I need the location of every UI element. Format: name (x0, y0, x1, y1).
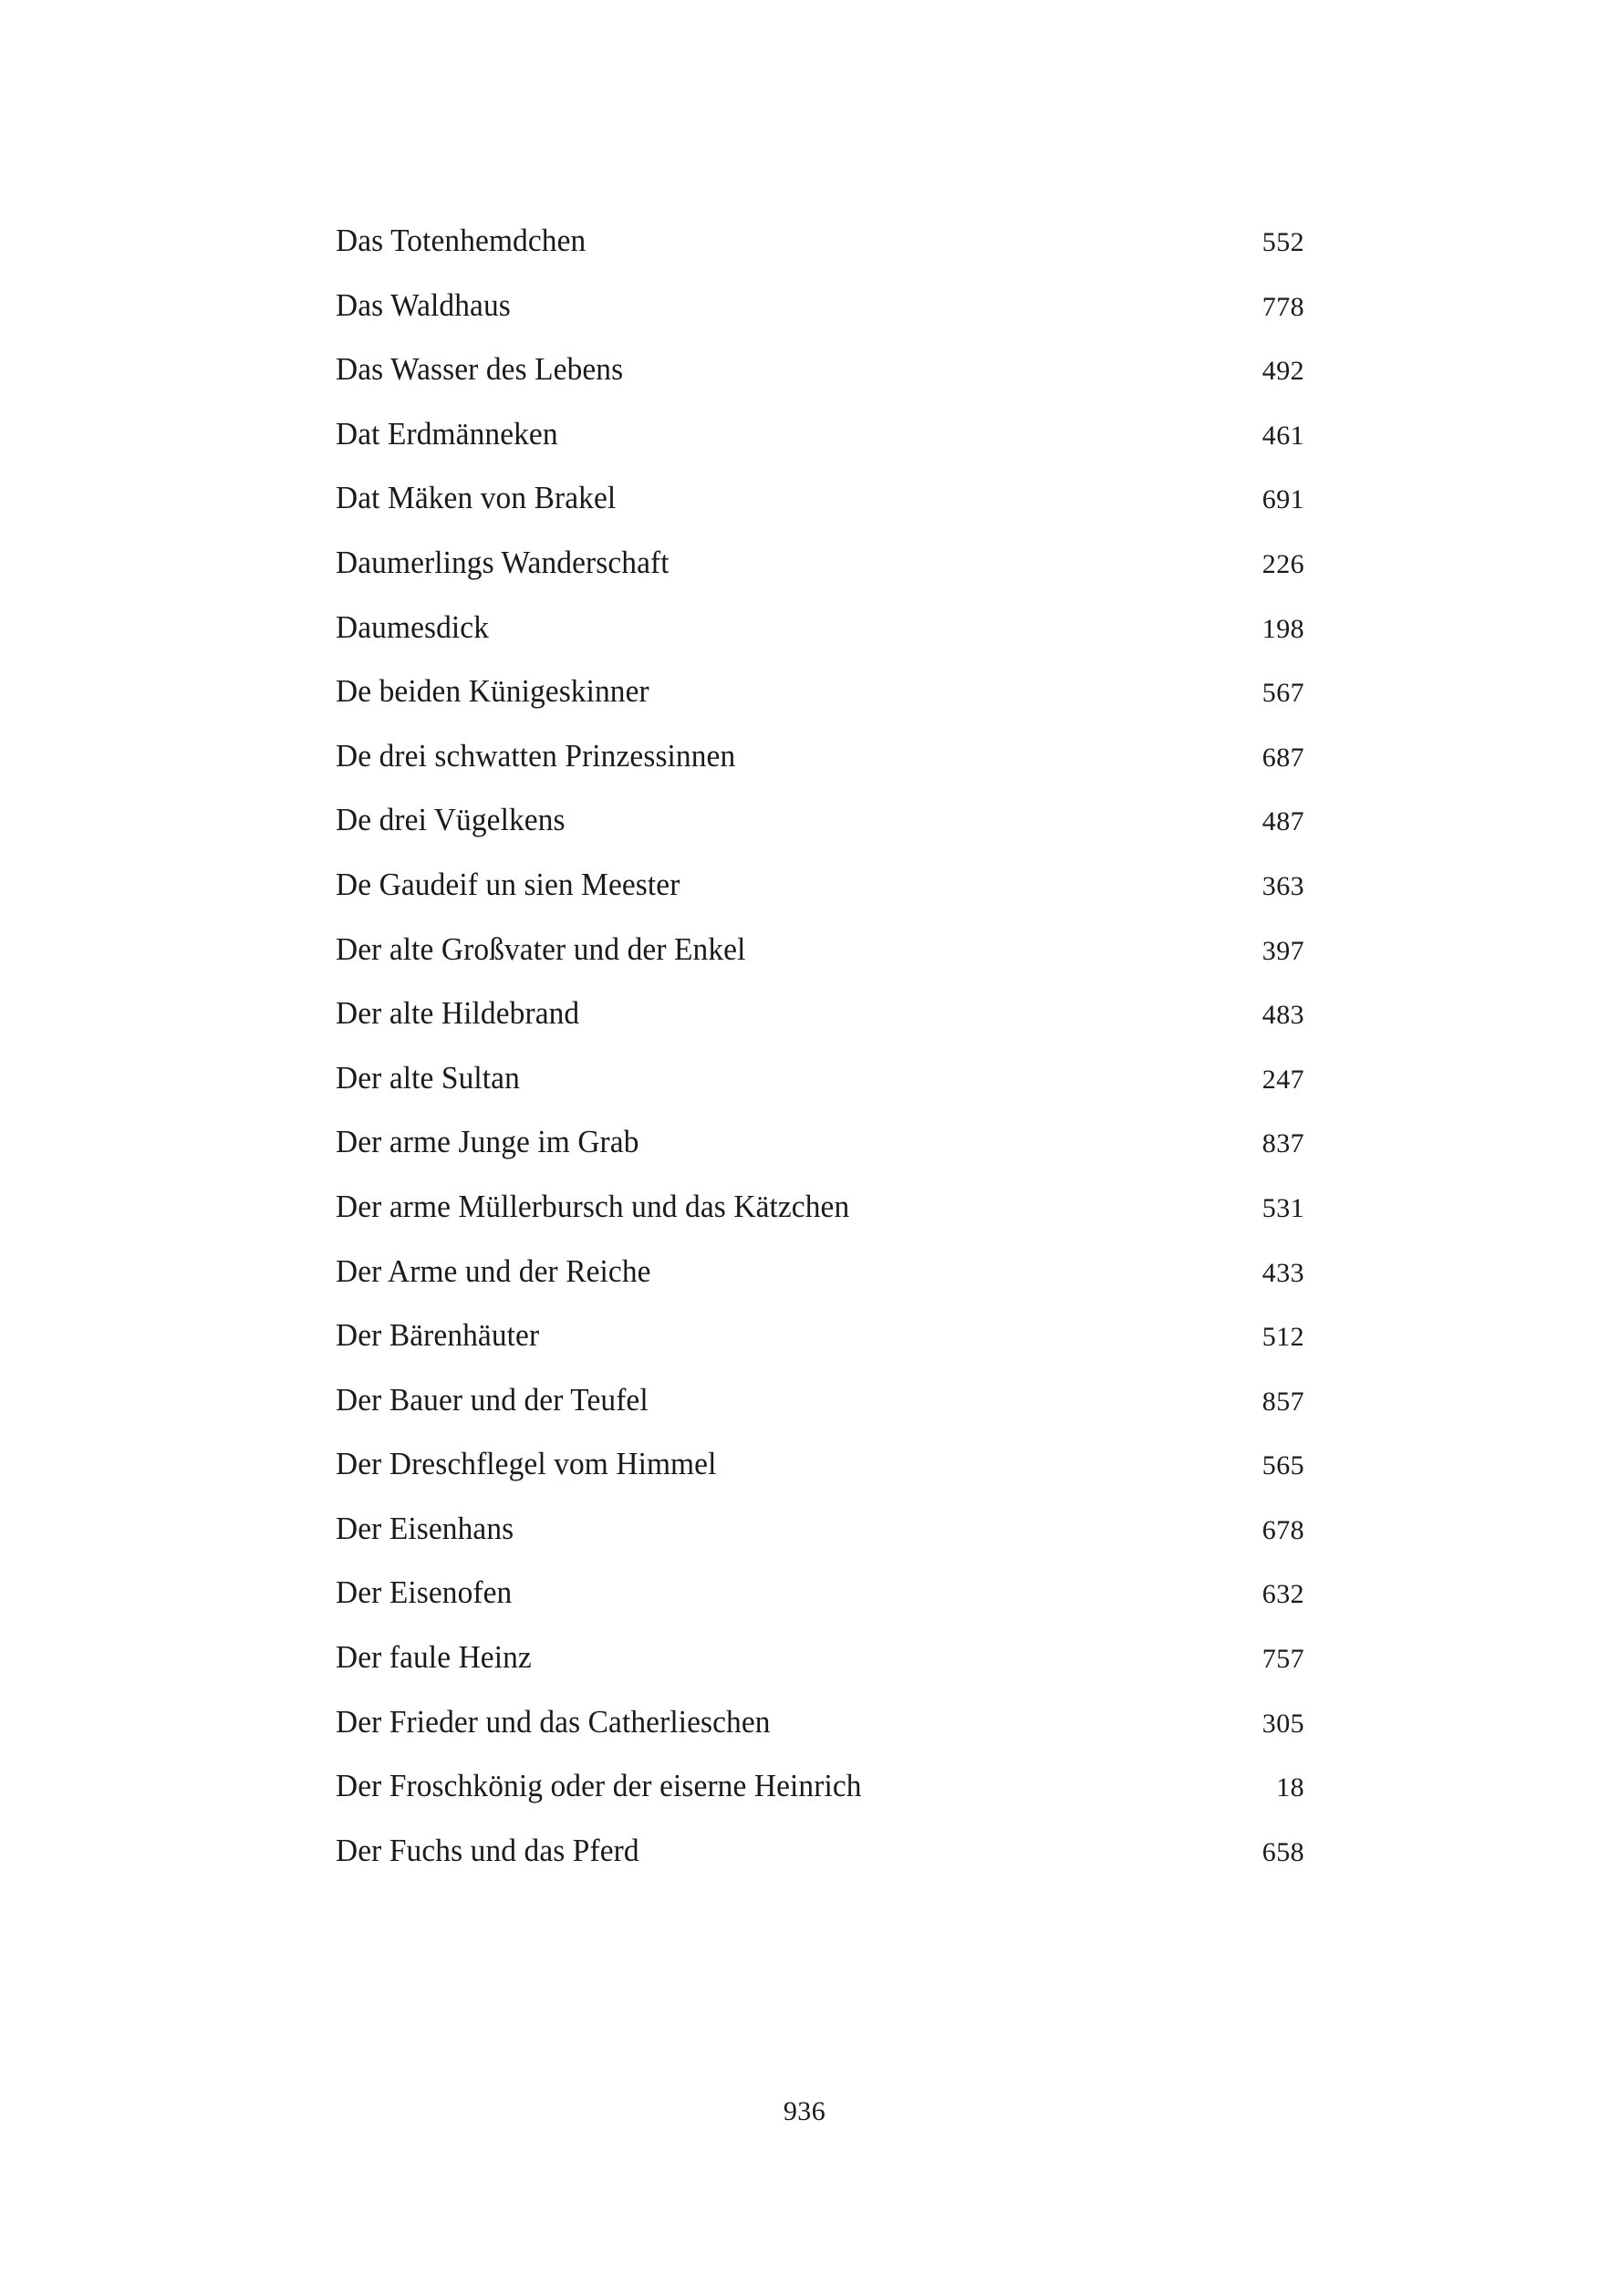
index-entry[interactable] (336, 1703, 1304, 1771)
index-entry-page-number: 226 (1261, 548, 1304, 579)
index-entry-title: Das Wasser des Lebens (336, 351, 624, 388)
index-entry[interactable] (336, 1641, 1304, 1706)
index-entry[interactable] (336, 1448, 1304, 1512)
index-entry-page-number: 691 (1261, 484, 1304, 515)
index-entry-title: De Gaudeif un sien Meester (336, 866, 680, 902)
index-entry-page-number: 198 (1261, 613, 1304, 644)
index-entry-title: Der alte Sultan (336, 1059, 520, 1096)
index-entry[interactable] (336, 930, 1304, 998)
index-entry-title: Der Bärenhäuter (336, 1317, 540, 1354)
index-entry-title: De drei schwatten Prinzessinnen (336, 737, 736, 774)
index-entry-title: Der Arme und der Reiche (336, 1252, 651, 1289)
index-entry-title: Der Frieder und das Catherlieschen (336, 1703, 771, 1740)
index-entry-title: Der arme Müllerbursch und das Kätzchen (336, 1188, 850, 1224)
index-entry-page-number: 461 (1261, 420, 1304, 451)
index-entry-title: Der arme Junge im Grab (336, 1124, 639, 1160)
index-entry-page-number: 678 (1261, 1514, 1304, 1545)
index-entry-page-number: 512 (1261, 1322, 1304, 1353)
index-entry-page-number: 18 (1276, 1772, 1304, 1803)
index-entry-title: Dat Erdmänneken (336, 415, 558, 452)
index-entry[interactable] (336, 737, 1304, 805)
index-entry[interactable] (336, 224, 1304, 289)
index-entry-title: Der alte Hildebrand (336, 995, 580, 1032)
index-entry-page-number: 305 (1261, 1708, 1304, 1739)
index-entry-page-number: 778 (1261, 291, 1304, 322)
index-entry-page-number: 567 (1261, 678, 1304, 709)
index-entry[interactable] (336, 1512, 1304, 1577)
index-entry[interactable] (336, 353, 1304, 418)
index-entry[interactable] (336, 804, 1304, 868)
index-entry-page-number: 363 (1261, 870, 1304, 901)
index-entry-page-number: 757 (1261, 1644, 1304, 1675)
index-entry-page-number: 658 (1261, 1836, 1304, 1867)
index-entry-page-number: 837 (1261, 1128, 1304, 1159)
index-entry[interactable] (336, 482, 1304, 546)
index-entry[interactable] (336, 675, 1304, 740)
index-entry-page-number: 433 (1261, 1257, 1304, 1288)
index-entry[interactable] (336, 1381, 1304, 1449)
index-entry-title: De beiden Künigeskinner (336, 673, 649, 710)
index-entry[interactable] (336, 1319, 1304, 1384)
index-entry[interactable] (336, 546, 1304, 611)
index-entry-title: Der faule Heinz (336, 1639, 532, 1676)
index-entry[interactable] (336, 1834, 1304, 1899)
index-entry[interactable] (336, 1770, 1304, 1834)
index-entry-title: Der Dreschflegel vom Himmel (336, 1446, 717, 1482)
index-entry-page-number: 483 (1261, 1000, 1304, 1031)
index-entry-page-number: 632 (1261, 1579, 1304, 1610)
index-entry-page-number: 687 (1261, 742, 1304, 773)
index-entry[interactable] (336, 1126, 1304, 1190)
index-entry-title: Dat Mäken von Brakel (336, 480, 617, 516)
index-entry[interactable] (336, 997, 1304, 1062)
index-entry-page-number: 531 (1261, 1192, 1304, 1223)
index-entry-title: Der alte Großvater und der Enkel (336, 930, 746, 967)
index-entry-title: Der Bauer und der Teufel (336, 1381, 649, 1418)
index-entry-title: Das Waldhaus (336, 286, 511, 323)
index-entry[interactable] (336, 1252, 1304, 1320)
index-entry[interactable] (336, 868, 1304, 933)
index-entry-page-number: 565 (1261, 1450, 1304, 1481)
index-entry-title: De drei Vügelkens (336, 802, 566, 838)
page-folio-number: 936 (783, 2096, 826, 2126)
index-entry[interactable] (336, 608, 1304, 676)
index-entry-page-number: 397 (1261, 935, 1304, 966)
index-entry-title: Der Eisenofen (336, 1574, 513, 1611)
index-entry-page-number: 487 (1261, 806, 1304, 837)
index-entry-page-number: 857 (1261, 1386, 1304, 1417)
index-entry-title: Der Eisenhans (336, 1510, 514, 1546)
index-entry-title: Der Fuchs und das Pferd (336, 1832, 639, 1868)
index-entry-list (336, 224, 1304, 1898)
index-entry-title: Der Froschkönig oder der eiserne Heinrich (336, 1768, 862, 1804)
index-entry[interactable] (336, 1576, 1304, 1641)
index-entry-title: Daumerlings Wanderschaft (336, 544, 670, 580)
index-entry-page-number: 492 (1261, 356, 1304, 387)
index-entry-page-number: 552 (1261, 227, 1304, 257)
index-entry-title: Das Totenhemdchen (336, 223, 587, 258)
index-entry-title: Daumesdick (336, 608, 490, 645)
index-entry-page-number: 247 (1261, 1064, 1304, 1095)
index-entry[interactable] (336, 1190, 1304, 1255)
index-entry[interactable] (336, 286, 1304, 354)
index-entry[interactable] (336, 1059, 1304, 1127)
index-entry[interactable] (336, 415, 1304, 483)
